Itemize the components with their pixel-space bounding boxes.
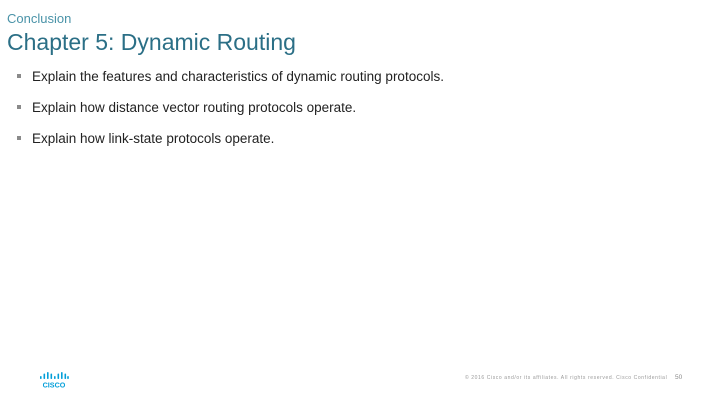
bullet-text: Explain how link-state protocols operate. — [32, 130, 275, 146]
bullet-list — [17, 68, 444, 161]
bullet-marker-icon — [17, 136, 21, 140]
slide-title: Chapter 5: Dynamic Routing — [7, 29, 296, 55]
section-label: Conclusion — [7, 11, 72, 26]
bullet-marker-icon — [17, 74, 21, 78]
bullet-item — [17, 130, 444, 146]
cisco-logo-icon — [39, 372, 69, 388]
page-number: 50 — [675, 374, 683, 381]
bullet-marker-icon — [17, 105, 21, 109]
logo-wordmark: CISCO — [42, 380, 66, 388]
bullet-text: Explain how distance vector routing protocols operate. — [32, 99, 357, 115]
bullet-text: Explain the features and characteristics of dynamic routing protocols. — [32, 68, 444, 84]
bullet-item — [17, 68, 444, 84]
bullet-item — [17, 99, 444, 115]
copyright-notice: © 2016 Cisco and/or its affiliates. All rights reserved. Cisco Confidential — [465, 375, 668, 381]
